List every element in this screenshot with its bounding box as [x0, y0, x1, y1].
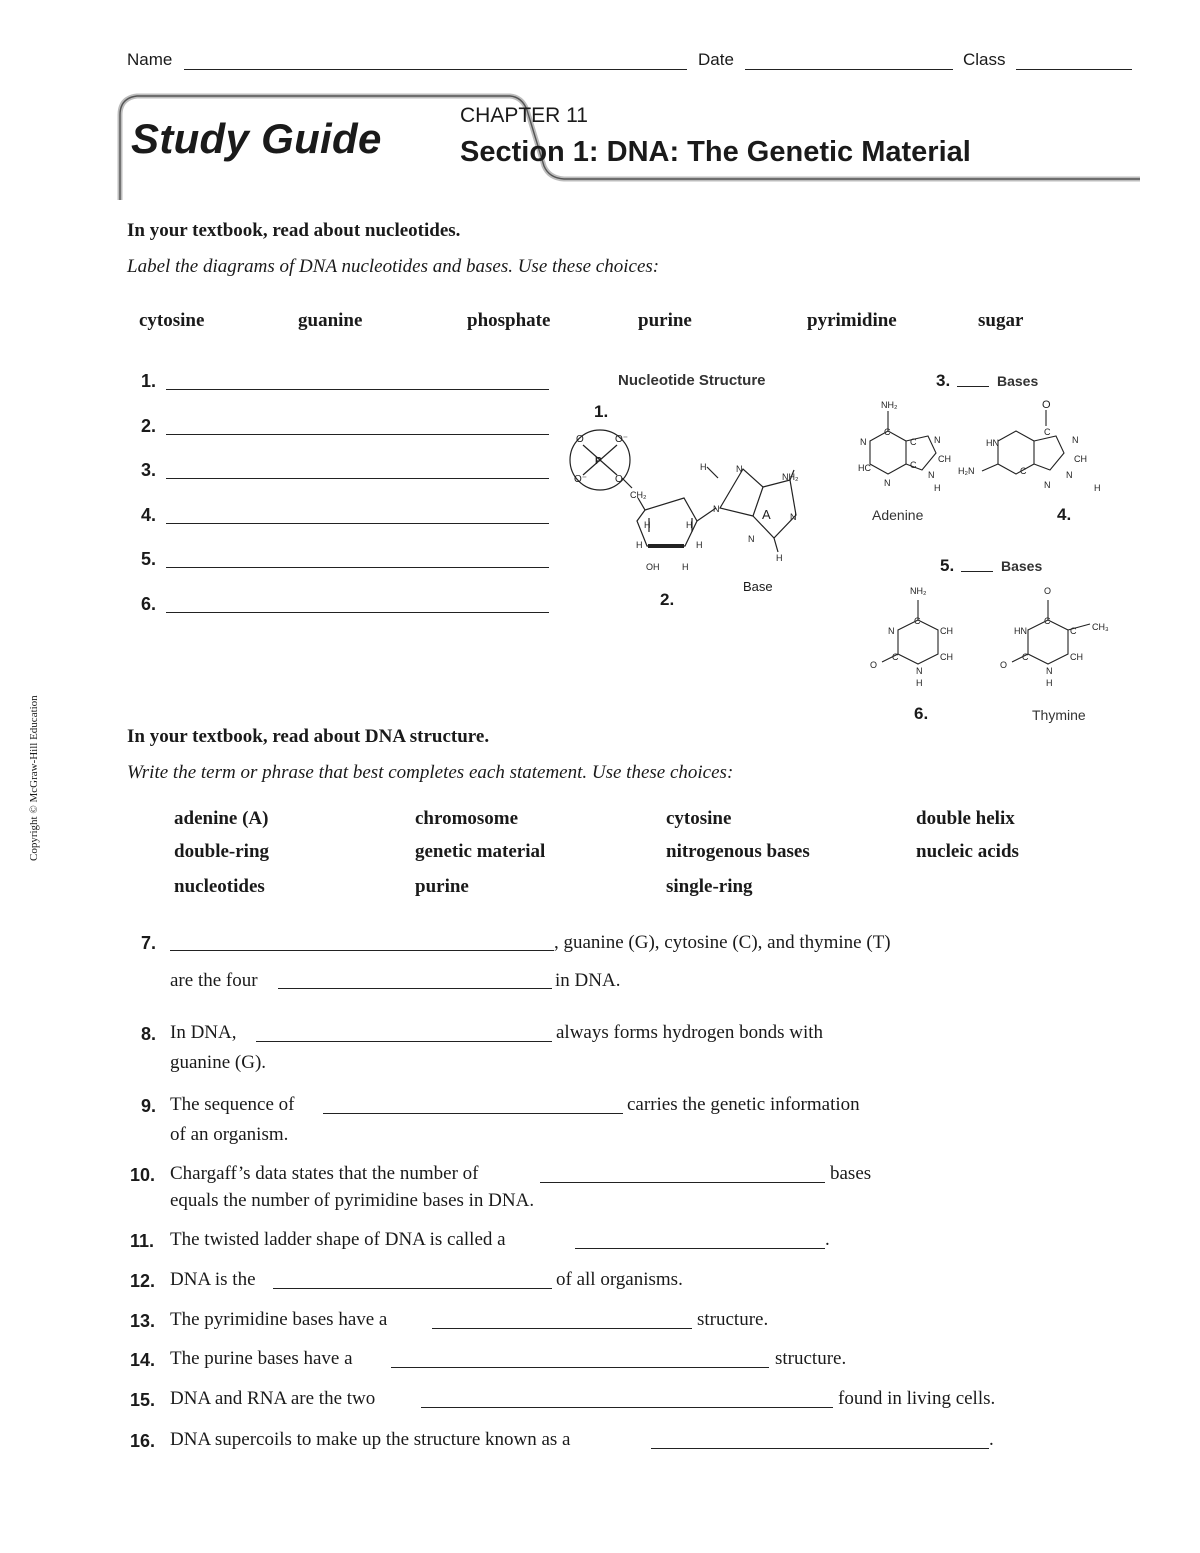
choice-word: double helix [916, 808, 1015, 829]
answer-blank-1[interactable] [166, 389, 549, 390]
atom-label: N [916, 666, 923, 676]
atom-label: C [1044, 427, 1051, 437]
atom-label: NH₂ [910, 586, 927, 596]
atom-label: O [870, 660, 878, 670]
question-text: . [989, 1429, 994, 1450]
atom-label: CH₂ [630, 490, 647, 500]
atom-label: N [736, 464, 743, 474]
question-text: DNA and RNA are the two [170, 1388, 376, 1409]
atom-label: NH₂ [782, 472, 799, 482]
question-number: 11. [130, 1231, 155, 1251]
question-text: of all organisms. [556, 1269, 683, 1290]
question-number: 10. [130, 1165, 156, 1185]
question-number: 13. [130, 1311, 156, 1331]
date-field[interactable] [745, 69, 953, 70]
atom-label: O⁻ [574, 474, 588, 485]
atom-label: N [1066, 470, 1073, 480]
bases-label-5: 5. [940, 556, 955, 575]
atom-label: H [934, 483, 941, 493]
question-text: equals the number of pyrimidine bases in DNA. [170, 1190, 535, 1211]
atom-label: H [776, 553, 783, 563]
question-number: 16. [130, 1431, 156, 1451]
atom-label: C [910, 460, 917, 470]
answer-number: 4. [141, 505, 157, 525]
choice-word: phosphate [467, 310, 551, 331]
atom-label: C [910, 437, 917, 447]
answer-blank-3[interactable] [166, 478, 549, 479]
question-number: 9. [141, 1096, 157, 1116]
bases-blank-3[interactable] [957, 386, 989, 387]
part2-directions: Write the term or phrase that best completes each statement. Use these choices: [127, 762, 734, 783]
choice-word: single-ring [666, 876, 753, 897]
atom-label: C [1022, 652, 1029, 662]
base-five-ring [720, 469, 763, 516]
part1-instruction: In your textbook, read about nucleotides. [127, 220, 461, 241]
choice-word: pyrimidine [807, 310, 897, 331]
atom-label: N [748, 534, 755, 544]
question-number: 15. [130, 1390, 156, 1410]
atom-label: N [888, 626, 895, 636]
q12-blank[interactable] [273, 1288, 552, 1289]
name-field[interactable] [184, 69, 687, 70]
nucleotide-structure-diagram [560, 420, 820, 580]
question-number: 8. [141, 1024, 157, 1044]
atom-label: O⁻ [615, 434, 629, 445]
q7-blank-1[interactable] [170, 950, 554, 951]
question-text: structure. [775, 1348, 847, 1369]
q13-blank[interactable] [432, 1328, 692, 1329]
question-text: always forms hydrogen bonds with [556, 1022, 824, 1043]
question-text: Chargaff’s data states that the number of [170, 1163, 479, 1184]
atom-label: C [1070, 626, 1077, 636]
atom-label: H [1046, 678, 1053, 688]
q14-blank[interactable] [391, 1367, 769, 1368]
atom-label: O [576, 434, 584, 445]
question-text: are the four [170, 970, 258, 991]
q15-blank[interactable] [421, 1407, 833, 1408]
chapter-heading: CHAPTER 11 [460, 104, 588, 127]
answer-number: 1. [141, 371, 157, 391]
name-label: Name [127, 50, 173, 69]
class-label: Class [963, 50, 1006, 69]
atom-label: N [1044, 480, 1051, 490]
atom-label: H [696, 540, 703, 550]
atom-label: H [916, 678, 923, 688]
answer-blank-6[interactable] [166, 612, 549, 613]
answer-blank-5[interactable] [166, 567, 549, 568]
atom-label: CH [938, 454, 951, 464]
question-text: DNA supercoils to make up the structure known as a [170, 1429, 571, 1450]
choice-word: guanine [298, 310, 363, 331]
question-number: 12. [130, 1271, 156, 1291]
atom-label: C [1044, 616, 1051, 626]
q9-blank[interactable] [323, 1113, 623, 1114]
atom-label: H [1094, 483, 1101, 493]
question-text: in DNA. [555, 970, 621, 991]
question-text: of an organism. [170, 1124, 289, 1145]
atom-label: C [892, 652, 899, 662]
part1-directions: Label the diagrams of DNA nucleotides and bases. Use these choices: [127, 256, 660, 277]
atom-label: CH [1074, 454, 1087, 464]
choice-word: nucleotides [174, 876, 265, 897]
atom-label: P [595, 456, 602, 467]
atom-label: N [1072, 435, 1079, 445]
question-text: . [825, 1229, 830, 1250]
question-number: 14. [130, 1350, 156, 1370]
question-text: , guanine (G), cytosine (C), and thymine (T) [554, 932, 891, 953]
guanine-six-ring [998, 431, 1034, 474]
atom-label: H₂N [958, 466, 975, 476]
diagram-label-6: 6. [914, 704, 929, 723]
purine-bases-diagram [848, 396, 1138, 496]
question-text: The sequence of [170, 1094, 295, 1115]
atom-label: H [686, 520, 693, 530]
atom-label: N [928, 470, 935, 480]
q10-blank[interactable] [540, 1182, 825, 1183]
choice-word: genetic material [415, 841, 546, 862]
choice-word: nucleic acids [916, 841, 1019, 862]
bases-label-3: 3. [936, 371, 951, 390]
question-text: bases [830, 1163, 872, 1184]
atom-label: N [884, 478, 891, 488]
atom-label: C [914, 616, 921, 626]
atom-label: C [884, 427, 891, 437]
choice-word: purine [415, 876, 469, 897]
bases-word-top: Bases [997, 373, 1039, 389]
atom-label: CH₃ [1092, 622, 1109, 632]
atom-label: N [1046, 666, 1053, 676]
bases-word-bottom: Bases [1001, 558, 1043, 574]
atom-label: N [713, 504, 720, 514]
diagram-label-2: 2. [660, 590, 675, 609]
choice-word: chromosome [415, 808, 519, 829]
q8-blank[interactable] [256, 1041, 552, 1042]
atom-label: C [1020, 466, 1027, 476]
q7-blank-2[interactable] [278, 988, 552, 989]
bases-blank-5[interactable] [961, 571, 993, 572]
atom-label: HN [1014, 626, 1027, 636]
nucleotide-structure-title: Nucleotide Structure [618, 372, 766, 389]
atom-label: H [682, 562, 689, 572]
question-text: found in living cells. [838, 1388, 996, 1409]
atom-label: N [790, 512, 797, 522]
question-text: guanine (G). [170, 1052, 267, 1073]
atom-label: HN [986, 438, 999, 448]
atom-label: O [1042, 399, 1051, 411]
student-info-header [127, 50, 1132, 74]
atom-label: N [934, 435, 941, 445]
part2-instruction: In your textbook, read about DNA structure. [127, 726, 490, 747]
atom-label: H [700, 462, 707, 472]
adenine-caption: Adenine [872, 507, 924, 523]
atom-label: H [644, 520, 651, 530]
atom-label: CH [1070, 652, 1083, 662]
choice-word: sugar [978, 310, 1024, 331]
atom-label: O [1000, 660, 1008, 670]
atom-label: NH₂ [881, 400, 898, 410]
atom-label: O [615, 474, 623, 485]
atom-label: OH [646, 562, 660, 572]
diagram-label-1: 1. [594, 402, 609, 421]
atom-label: CH [940, 626, 953, 636]
choice-word: nitrogenous bases [666, 841, 810, 862]
choice-word: double-ring [174, 841, 270, 862]
base-six-ring [753, 480, 796, 538]
base-label: Base [743, 579, 773, 594]
date-label: Date [698, 50, 734, 69]
question-text: The purine bases have a [170, 1348, 353, 1369]
base-letter: A [762, 507, 771, 522]
thymine-caption: Thymine [1032, 707, 1086, 723]
answer-number: 3. [141, 460, 157, 480]
atom-label: HC [858, 463, 871, 473]
adenine-six-ring [870, 431, 906, 474]
thymine-ring [1028, 620, 1068, 664]
pyrimidine-bases-diagram [862, 582, 1122, 690]
question-text: DNA is the [170, 1269, 256, 1290]
section-heading: Section 1: DNA: The Genetic Material [460, 136, 971, 168]
atom-label: O [1044, 586, 1052, 596]
choice-word: cytosine [666, 808, 732, 829]
answer-blank-4[interactable] [166, 523, 549, 524]
question-text: In DNA, [170, 1022, 237, 1043]
question-number: 7. [141, 933, 157, 953]
q11-blank[interactable] [575, 1248, 825, 1249]
choice-word: purine [638, 310, 692, 331]
atom-label: H [636, 540, 643, 550]
study-guide-title: Study Guide [131, 115, 382, 162]
answer-number: 2. [141, 416, 157, 436]
copyright-notice: Copyright © McGraw-Hill Education [28, 695, 40, 861]
answer-number: 6. [141, 594, 157, 614]
guanine-five-ring [1034, 436, 1064, 470]
answer-blank-2[interactable] [166, 434, 549, 435]
choice-word: cytosine [139, 310, 205, 331]
atom-label: N [860, 437, 867, 447]
answer-number: 5. [141, 549, 157, 569]
q16-blank[interactable] [651, 1448, 989, 1449]
question-text: The pyrimidine bases have a [170, 1309, 388, 1330]
question-text: structure. [697, 1309, 769, 1330]
diagram-label-4: 4. [1057, 505, 1072, 524]
choice-word: adenine (A) [174, 808, 269, 829]
class-field[interactable] [1016, 69, 1132, 70]
cytosine-ring [898, 620, 938, 664]
atom-label: CH [940, 652, 953, 662]
question-text: carries the genetic information [627, 1094, 860, 1115]
question-text: The twisted ladder shape of DNA is called a [170, 1229, 506, 1250]
